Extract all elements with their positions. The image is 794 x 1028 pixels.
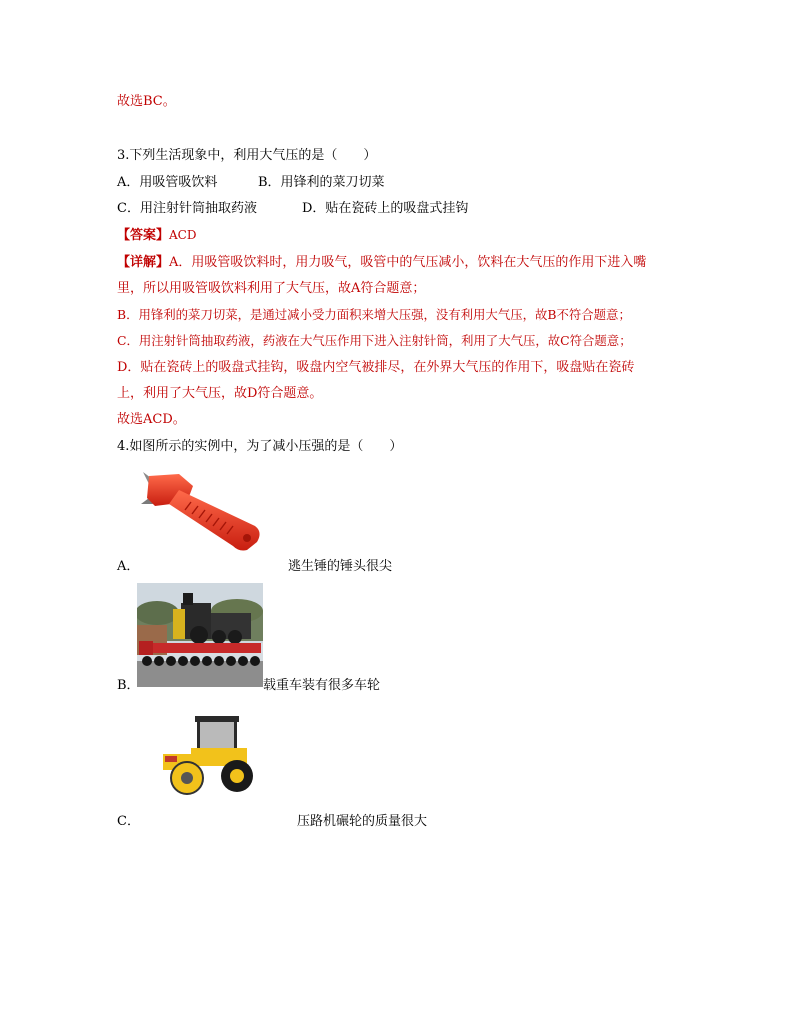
question-4-option-c-letter: C．: [117, 814, 140, 829]
question-3-stem: 3.下列生活现象中，利用大气压的是（ ）: [117, 148, 377, 163]
question-3-detail-line-6: 上，利用了大气压，故D符合题意。: [117, 386, 323, 401]
heavy-truck-image: [137, 583, 263, 687]
question-3-option-a: A．用吸管吸饮料: [117, 175, 218, 190]
truck-icon: [137, 583, 263, 687]
answer-tag: 【答案】: [117, 228, 170, 243]
question-3-detail-line-2: 里，所以用吸管吸饮料利用了大气压，故A符合题意；: [117, 281, 426, 296]
question-3-detail-line-4: C．用注射针筒抽取药液，药液在大气压作用下进入注射针筒，利用了大气压，故C符合题意；: [117, 333, 632, 348]
answer-value: ACD: [169, 228, 197, 242]
question-4-stem: 4.如图所示的实例中，为了减小压强的是（ ）: [117, 439, 403, 454]
question-3-option-b: B．用锋利的菜刀切菜: [258, 175, 385, 190]
question-3-answer: [117, 226, 196, 245]
escape-hammer-image: [135, 468, 270, 558]
question-3-conclusion: 故选ACD。: [117, 412, 186, 427]
question-3-detail-line-5: D．贴在瓷砖上的吸盘式挂钩，吸盘内空气被排尽，在外界大气压的作用下，吸盘贴在瓷砖: [117, 360, 635, 375]
previous-conclusion: 故选BC。: [117, 94, 176, 109]
question-3-detail-line-1: [117, 254, 646, 272]
road-roller-image: [163, 714, 258, 796]
detail-tag: 【详解】: [117, 255, 170, 270]
question-3-option-c: C．用注射针筒抽取药液: [117, 201, 257, 216]
question-4-option-a-letter: A．: [117, 559, 140, 574]
question-4-option-b-caption: 载重车装有很多车轮: [263, 678, 381, 693]
question-3-detail-line-3: B．用锋利的菜刀切菜，是通过减小受力面积来增大压强，没有利用大气压，故B不符合题意；: [117, 307, 631, 322]
road-roller-icon: [163, 714, 258, 796]
question-3-option-d: D．贴在瓷砖上的吸盘式挂钩: [302, 201, 469, 216]
detail-text: A．用吸管吸饮料时，用力吸气，吸管中的气压减小，饮料在大气压的作用下进入嘴: [169, 255, 647, 270]
hammer-icon: [135, 468, 270, 558]
question-4-option-a-caption: 逃生锤的锤头很尖: [288, 559, 393, 574]
question-4-option-b-letter: B．: [117, 678, 140, 693]
question-4-option-c-caption: 压路机碾轮的质量很大: [297, 814, 428, 829]
